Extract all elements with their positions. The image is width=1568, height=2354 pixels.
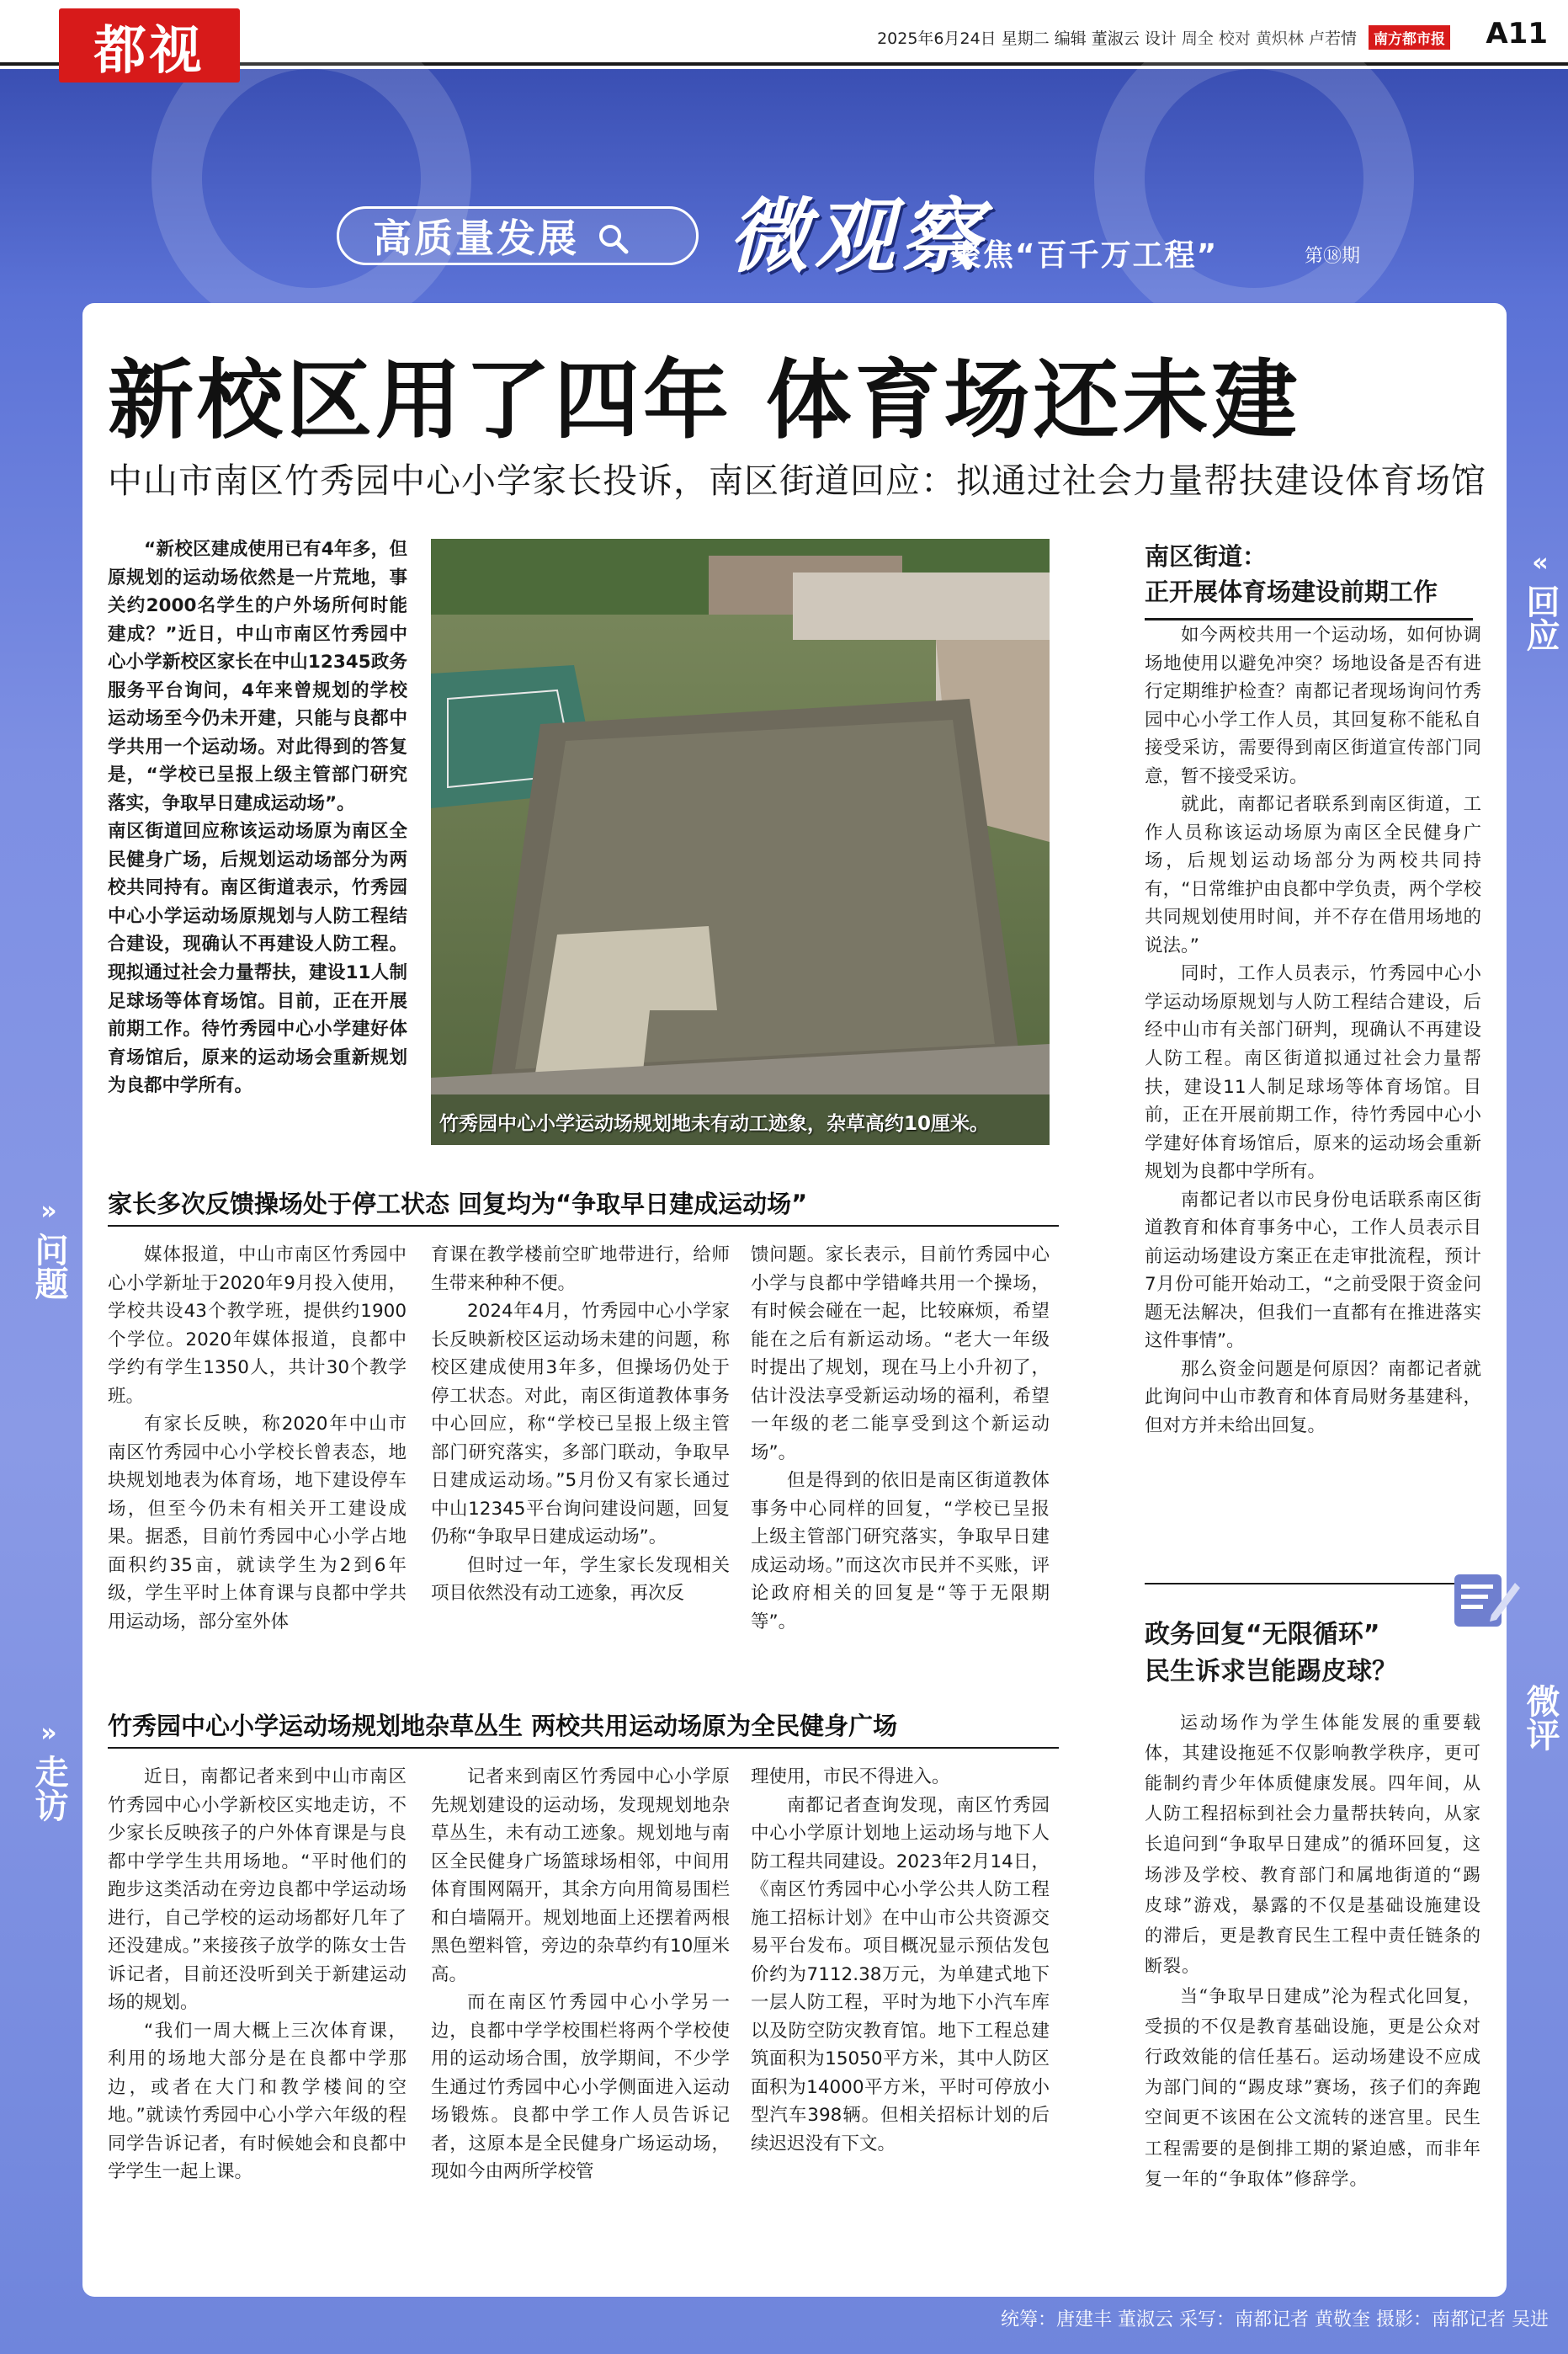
- section1-col1: [108, 1241, 407, 1636]
- body-paragraph: 育课在教学楼前空旷地带进行，给师生带来种种不便。: [431, 1244, 730, 1294]
- search-icon: [596, 219, 630, 253]
- divider: [108, 1225, 1059, 1227]
- response-paragraph: 如今两校共用一个运动场，如何协调场地使用以避免冲突？场地设备是否有进行定期维护检查？南都记者现场询问竹秀园中心小学工作人员，其回复称不能私自接受采访，需要得到南区街道宣传部门同意，暂不接受采访。: [1145, 625, 1481, 787]
- page-number: A11: [1486, 17, 1548, 51]
- response-paragraph: 南都记者以市民身份电话联系南区街道教育和体育事务中心，工作人员表示目前运动场建设方案正在走审批流程，预计7月份可能开始动工，“之前受限于资金问题无法解决，但我们一直都有在推进落实这件事情”。: [1145, 1189, 1481, 1352]
- lead-paragraph: “新校区建成使用已有4年多，但原规划的运动场依然是一片荒地，事关约2000名学生的户外场所何时能建成？”近日，中山市南区竹秀园中心小学新校区家长在中山12345政务服务平台询问，4年来曾规划的学校运动场至今仍未开建，只能与良都中学共用一个运动场。对此得到的答复是，“学校已呈报上级主管部门研究落实，争取早日建成运动场”。: [108, 539, 407, 814]
- divider: [108, 1747, 1059, 1749]
- lead-paragraph: 南区街道回应称该运动场原为南区全民健身广场，后规划运动场部分为两校共同持有。南区街道表示，竹秀园中心小学运动场原规划与人防工程结合建设，现确认不再建设人防工程。现拟通过社会力量帮扶，建设11人制足球场等体育场馆。目前，正在开展前期工作。待竹秀园中心小学建好体育场馆后，原来的运动场会重新规划为良都中学所有。: [108, 821, 407, 1097]
- body-paragraph: 近日，南都记者来到中山市南区竹秀园中心小学新校区实地走访，不少家长反映孩子的户外体育课是与良都中学学生共用场地。“平时他们的跑步这类活动在旁边良都中学运动场进行，自己学校的运动场都好几年了还没建成。”来接孩子放学的陈女士告诉记者，目前还没听到关于新建运动场的规划。: [108, 1766, 407, 2014]
- response-title: [1145, 539, 1481, 620]
- chevron-right-icon: »: [40, 1196, 57, 1226]
- aerial-photo: [431, 539, 1050, 1145]
- comment-title-line: 政务回复“无限循环”: [1145, 1620, 1380, 1649]
- response-column: [1145, 621, 1481, 1440]
- side-label-text: 问题: [29, 1232, 68, 1300]
- pill-label: 高质量发展: [373, 216, 579, 261]
- headline: 新校区用了四年 体育场还未建: [108, 351, 1301, 451]
- section1-col2: [431, 1241, 730, 1608]
- issue-number: 第⑱期: [1305, 246, 1361, 267]
- body-paragraph: 理使用，市民不得进入。: [751, 1766, 950, 1787]
- body-paragraph: 馈问题。家长表示，目前竹秀园中心小学与良都中学错峰共用一个操场，有时候会碰在一起，比较麻烦，希望能在之后有新运动场。“老大一年级时提出了规划，现在马上小升初了，估计没法享受新运动场的福利，希望一年级的老二能享受到这个新运动场”。: [751, 1244, 1050, 1463]
- section2-col1: [108, 1763, 407, 2186]
- section2-col3: [751, 1763, 1050, 2158]
- banner-focus: 聚焦“百千万工程”: [951, 238, 1219, 273]
- section2-col2: [431, 1763, 730, 2186]
- comment-column: [1145, 1707, 1481, 2194]
- body-paragraph: 媒体报道，中山市南区竹秀园中心小学新址于2020年9月投入使用，学校共设43个教学班，提供约1900个学位。2020年媒体报道，良都中学约有学生1350人，共计30个教学班。: [108, 1244, 407, 1407]
- side-label-text: 回应: [1521, 583, 1560, 652]
- banner-calligraphy: 微观察: [728, 189, 986, 284]
- banner-pill: [337, 206, 699, 265]
- response-paragraph: 就此，南都记者联系到南区街道，工作人员称该运动场原为南区全民健身广场，后规划运动场部分为两校共同持有，“日常维护由良都中学负责，两个学校共同规划使用时间，并不存在借用场地的说法。”: [1145, 794, 1481, 956]
- body-paragraph: 而在南区竹秀园中心小学另一边，良都中学学校围栏将两个学校使用的运动场合围，放学期间，不少学生通过竹秀园中心小学侧面进入运动场锻炼。良都中学工作人员告诉记者，这原本是全民健身广场运动场，现如今由两所学校管: [431, 1992, 730, 2183]
- paper-logo: 南方都市报: [1369, 25, 1450, 50]
- comment-paragraph: 运动场作为学生体能发展的重要载体，其建设拖延不仅影响教学秩序，更可能制约青少年体质健康发展。四年间，从人防工程招标到社会力量帮扶转向，从家长追问到“争取早日建成”的循环回复，这场涉及学校、教育部门和属地街道的“踢皮球”游戏，暴露的不仅是基础设施建设的滞后，更是教育民生工程中责任链条的断裂。: [1145, 1712, 1481, 1976]
- comment-title-line: 民生诉求岂能踢皮球？: [1145, 1656, 1397, 1686]
- subheadline: 中山市南区竹秀园中心小学家长投诉，南区街道回应：拟通过社会力量帮扶建设体育场馆: [108, 461, 1486, 501]
- body-paragraph: 但是得到的依旧是南区街道教体事务中心同样的回复，“学校已呈报上级主管部门研究落实，争取早日建成运动场。”而这次市民并不买账，评论政府相关的回复是“等于无限期等”。: [751, 1470, 1050, 1632]
- column-banner: [337, 147, 1361, 290]
- chevron-right-icon: »: [40, 1718, 57, 1748]
- response-paragraph: 那么资金问题是何原因？南都记者就此询问中山市教育和体育局财务基建科，但对方并未给出回复。: [1145, 1358, 1481, 1436]
- divider: [1145, 1583, 1481, 1584]
- body-paragraph: 记者来到南区竹秀园中心小学原先规划建设的运动场，发现规划地杂草丛生，未有动工迹象。规划地与南区全民健身广场篮球场相邻，中间用体育围网隔开，其余方向用简易围栏和白墙隔开。规划地面上还摆着两根黑色塑料管，旁边的杂草约有10厘米高。: [431, 1766, 730, 1985]
- title-rule: [1145, 618, 1473, 620]
- photo-caption: 竹秀园中心小学运动场规划地未有动工迹象，杂草高约10厘米。: [439, 1113, 990, 1135]
- comment-title: [1145, 1616, 1481, 1690]
- side-label-response: [1515, 547, 1565, 662]
- lead-column: [108, 535, 407, 1100]
- side-label-comment: [1515, 1684, 1565, 1761]
- body-paragraph: 2024年4月，竹秀园中心小学家长反映新校区运动场未建的问题，称校区建成使用3年多，但操场仍处于停工状态。对此，南区街道教体事务中心回应，称“学校已呈报上级主管部门研究落实，多部门联动，争取早日建成运动场。”5月份又有家长通过中山12345平台询问建设问题，回复仍称“争取早日建成运动场”。: [431, 1301, 730, 1548]
- section-title-problem: 家长多次反馈操场处于停工状态 回复均为“争取早日建成运动场”: [108, 1190, 808, 1218]
- side-label-problem: [24, 1196, 74, 1310]
- comment-paragraph: 当“争取早日建成”沦为程式化回复，受损的不仅是教育基础设施，更是公众对行政效能的信任基石。运动场建设不应成为部门间的“踢皮球”赛场，孩子们的奔跑空间更不该困在公文流转的迷宫里。民生工程需要的是倒排工期的紧迫感，而非年复一年的“争取体”修辞学。: [1145, 1985, 1481, 2189]
- side-label-visit: [24, 1718, 74, 1832]
- response-title-line: 南区街道：: [1145, 542, 1268, 571]
- section1-col3: [751, 1241, 1050, 1636]
- side-label-text: 微评: [1521, 1684, 1560, 1751]
- side-label-text: 走访: [29, 1754, 68, 1822]
- section-title-visit: 竹秀园中心小学运动场规划地杂草丛生 两校共用运动场原为全民健身广场: [108, 1712, 898, 1740]
- credits-line: 统筹：唐建丰 董淑云 采写：南都记者 黄敬奎 摄影：南都记者 吴进: [1001, 2309, 1549, 2330]
- chevron-left-icon: «: [1532, 548, 1549, 578]
- response-paragraph: 同时，工作人员表示，竹秀园中心小学运动场原规划与人防工程结合建设，后经中山市有关部门研判，现确认不再建设人防工程。南区街道拟通过社会力量帮扶，建设11人制足球场等体育场馆。目前，正在开展前期工作，待竹秀园中心小学建好体育场馆后，原来的运动场会重新规划为良都中学所有。: [1145, 963, 1481, 1183]
- body-paragraph: 但时过一年，学生家长发现相关项目依然没有动工迹象，再次反: [431, 1554, 730, 1605]
- body-paragraph: 有家长反映，称2020年中山市南区竹秀园中心小学校长曾表态，地块规划地表为体育场，地下建设停车场，但至今仍未有相关开工建设成果。据悉，目前竹秀园中心小学占地面积约35亩，就读学生为2到6年级，学生平时上体育课与良都中学共用运动场，部分室外体: [108, 1414, 407, 1632]
- section-tag: 都视: [59, 8, 240, 83]
- body-paragraph: 南都记者查询发现，南区竹秀园中心小学原计划地上运动场与地下人防工程共同建设。2023年2月14日，《南区竹秀园中心小学公共人防工程施工招标计划》在中山市公共资源交易平台发布。项目概况显示预估发包价约为7112.38万元，为单建式地下一层人防工程，平时为地下小汽车库以及防空防灾教育馆。地下工程总建筑面积为15050平方米，其中人防区面积为14000平方米，平时可停放小型汽车398辆。但相关招标计划的后续迟迟没有下文。: [751, 1794, 1050, 2154]
- body-paragraph: “我们一周大概上三次体育课，利用的场地大部分是在良都中学那边，或者在大门和教学楼间的空地。”就读竹秀园中心小学六年级的程同学告诉记者，有时候她会和良都中学学生一起上课。: [108, 2020, 407, 2183]
- response-title-line: 正开展体育场建设前期工作: [1145, 578, 1438, 607]
- date-line: 2025年6月24日 星期二 编辑 董淑云 设计 周全 校对 黄炽林 卢若情: [877, 29, 1357, 48]
